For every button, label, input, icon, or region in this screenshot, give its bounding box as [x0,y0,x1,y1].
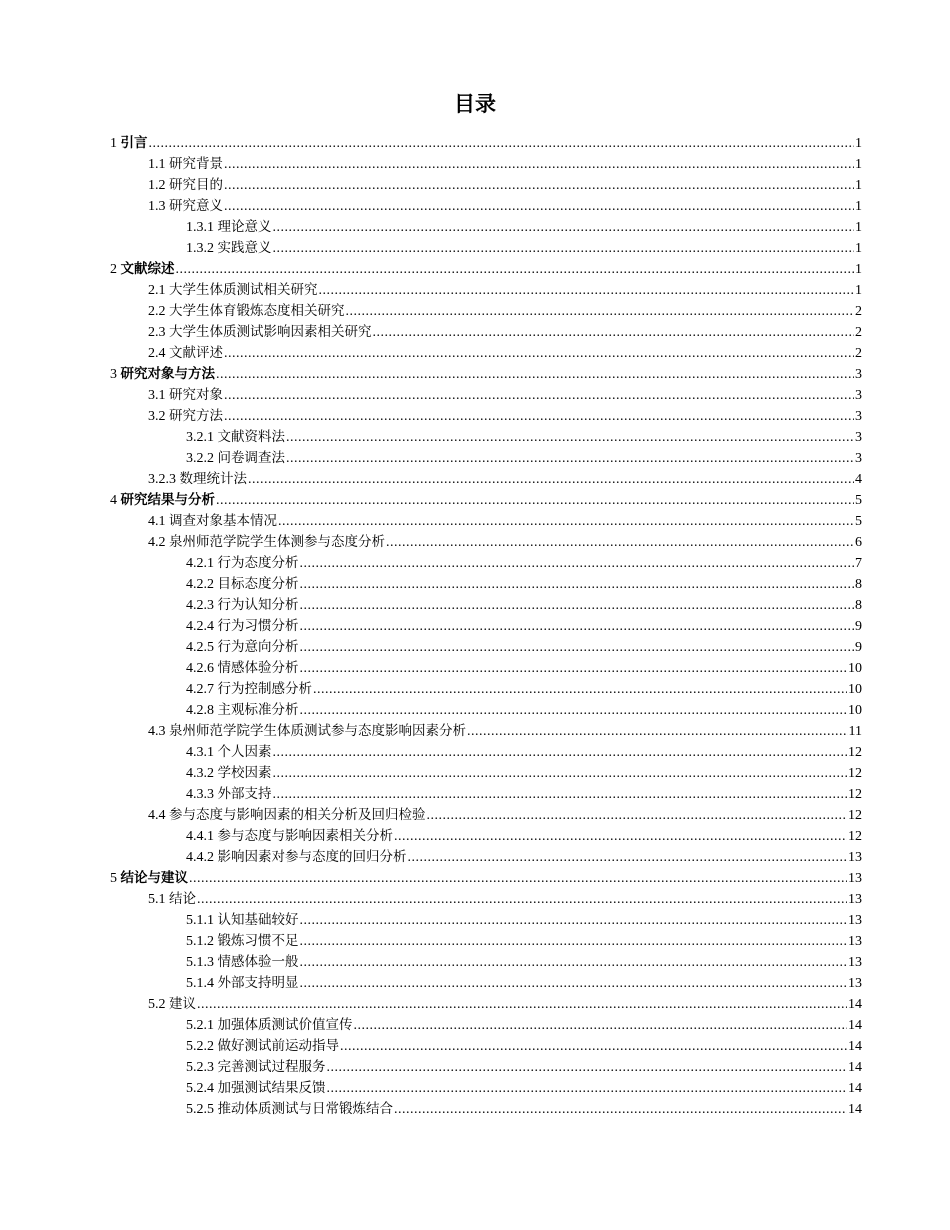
toc-entry-number: 4.3.1 [186,745,214,760]
toc-entry-page-number: 13 [848,850,862,865]
toc-entry-number: 2.2 [148,304,166,319]
toc-entry-page-number: 10 [848,703,862,718]
dot-leader [216,364,854,385]
dot-leader [394,1099,847,1120]
toc-entry[interactable] [0,1036,950,1057]
toc-entry-number: 5.1.2 [186,934,214,949]
toc-entry[interactable] [0,259,950,280]
dot-leader [386,532,854,553]
toc-entry-number: 5.2.3 [186,1060,214,1075]
toc-entry-page-number: 2 [855,304,862,319]
toc-entry-line [148,511,862,532]
toc-entry-page-number: 1 [855,157,862,172]
toc-entry-number: 5.2.5 [186,1102,214,1117]
toc-entry-title: 研究对象与方法 [120,366,215,382]
toc-entry[interactable] [0,931,950,952]
toc-entry-title: 个人因素 [217,744,272,760]
toc-entry-number: 1.3.1 [186,220,214,235]
toc-entry-number: 4.2.2 [186,577,214,592]
toc-entry-number: 4.3 [148,724,166,739]
toc-entry-number: 5.1.1 [186,913,214,928]
toc-entry[interactable] [0,511,950,532]
toc-entry[interactable] [0,1015,950,1036]
dot-leader [300,553,855,574]
dot-leader [224,406,854,427]
dot-leader [216,490,854,511]
toc-entry-page-number: 1 [855,136,862,151]
dot-leader [286,448,854,469]
dot-leader [327,1057,848,1078]
toc-entry-title: 文献综述 [120,261,175,277]
toc-entry-line [148,721,862,742]
toc-entry-title: 研究目的 [169,177,223,193]
dot-leader [300,973,848,994]
toc-entry[interactable] [0,175,950,196]
toc-entry-line [148,385,862,406]
toc-entry-page-number: 11 [848,724,862,739]
toc-entry-line [148,196,862,217]
toc-entry-line [186,1078,862,1099]
toc-entry-title: 问卷调查法 [217,450,285,466]
toc-entry-number: 4.4.2 [186,850,214,865]
toc-entry-line [148,154,862,175]
toc-entry[interactable] [0,616,950,637]
dot-leader [273,742,848,763]
toc-entry-line [110,133,862,154]
toc-entry-page-number: 9 [855,640,862,655]
toc-entry-number: 4.2.8 [186,703,214,718]
toc-entry-title: 外部支持 [217,786,272,802]
toc-entry[interactable] [0,490,950,511]
toc-entry-title: 调查对象基本情况 [169,513,277,529]
dot-leader [300,637,855,658]
toc-entry-title: 研究结果与分析 [120,492,215,508]
toc-entry-title: 行为认知分析 [217,597,299,613]
toc-entry[interactable] [0,322,950,343]
toc-entry[interactable] [0,154,950,175]
dot-leader [394,826,847,847]
toc-entry-number: 3 [110,367,117,382]
toc-entry-number: 3.2.2 [186,451,214,466]
toc-entry-number: 3.2.1 [186,430,214,445]
dot-leader [300,574,855,595]
dot-leader [278,511,854,532]
dot-leader [340,1036,847,1057]
dot-leader [189,868,847,889]
toc-entry[interactable] [0,763,950,784]
toc-entry[interactable] [0,595,950,616]
toc-entry[interactable] [0,1078,950,1099]
toc-entry[interactable] [0,301,950,322]
toc-entry-line [186,784,862,805]
toc-entry-title: 大学生体育锻炼态度相关研究 [169,303,345,319]
toc-entry-page-number: 14 [848,1039,862,1054]
toc-entry-page-number: 13 [848,871,862,886]
toc-entry-number: 4.4 [148,808,166,823]
toc-entry-title: 做好测试前运动指导 [217,1038,339,1054]
toc-entry[interactable] [0,280,950,301]
toc-entry-page-number: 3 [855,430,862,445]
toc-entry-number: 4 [110,493,117,508]
toc-entry-page-number: 1 [855,241,862,256]
toc-entry-number: 5.2.2 [186,1039,214,1054]
toc-entry-line [186,931,862,952]
dot-leader [427,805,848,826]
toc-entry-line [186,826,862,847]
toc-entry-line [148,805,862,826]
toc-entry-title: 加强测试结果反馈 [217,1080,326,1096]
toc-entry-title: 建议 [169,996,196,1012]
toc-entry-page-number: 13 [848,955,862,970]
toc-entry[interactable] [0,805,950,826]
toc-entry-page-number: 10 [848,682,862,697]
dot-leader [313,679,847,700]
toc-entry[interactable] [0,196,950,217]
toc-entry-line [186,427,862,448]
toc-entry[interactable] [0,133,950,154]
toc-entry-title: 文献资料法 [217,429,285,445]
toc-entry[interactable] [0,364,950,385]
toc-entry[interactable] [0,742,950,763]
dot-leader [286,427,854,448]
toc-entry-number: 1.3.2 [186,241,214,256]
toc-entry-page-number: 12 [848,829,862,844]
toc-entry-number: 4.4.1 [186,829,214,844]
toc-entry[interactable] [0,889,950,910]
dot-leader [224,175,854,196]
toc-entry-page-number: 3 [855,388,862,403]
dot-leader [354,1015,848,1036]
toc-entry-title: 实践意义 [217,240,272,256]
toc-entry-number: 2.3 [148,325,166,340]
toc-entry-page-number: 5 [855,493,862,508]
toc-entry-title: 泉州师范学院学生体质测试参与态度影响因素分析 [169,723,466,739]
toc-entry[interactable] [0,847,950,868]
toc-entry-title: 研究对象 [169,387,223,403]
toc-entry-number: 4.2.1 [186,556,214,571]
toc-entry-page-number: 1 [855,178,862,193]
toc-entry-line [186,637,862,658]
toc-entry[interactable] [0,910,950,931]
toc-entry[interactable] [0,637,950,658]
toc-entry-line [186,448,862,469]
toc-entry-page-number: 1 [855,283,862,298]
toc-entry-line [148,301,862,322]
toc-entry-page-number: 1 [855,262,862,277]
toc-entry-number: 5.2.1 [186,1018,214,1033]
toc-entry-number: 4.2.3 [186,598,214,613]
toc-entry-page-number: 14 [848,1060,862,1075]
toc-entry-line [186,574,862,595]
toc-entry[interactable] [0,1099,950,1120]
toc-entry[interactable] [0,448,950,469]
toc-entry-number: 1.3 [148,199,166,214]
toc-entry-number: 5 [110,871,117,886]
toc-entry-line [110,868,862,889]
toc-entry[interactable] [0,700,950,721]
toc-entry-line [186,658,862,679]
toc-entry-title: 主观标准分析 [217,702,299,718]
dot-leader [248,469,854,490]
toc-entry-line [148,406,862,427]
dot-leader [300,931,848,952]
toc-entry-page-number: 13 [848,934,862,949]
toc-entry-line [186,910,862,931]
toc-entry-title: 研究方法 [169,408,223,424]
dot-leader [224,154,854,175]
toc-entry[interactable] [0,994,950,1015]
toc-entry-title: 目标态度分析 [217,576,299,592]
toc-entry-title: 情感体验分析 [217,660,299,676]
dot-leader [149,133,855,154]
dot-leader [300,616,855,637]
toc-entry-page-number: 13 [848,976,862,991]
dot-leader [346,301,855,322]
toc-entry-title: 参与态度与影响因素的相关分析及回归检验 [169,807,426,823]
toc-entry[interactable] [0,868,950,889]
toc-entry-line [148,889,862,910]
toc-entry-number: 4.2.7 [186,682,214,697]
toc-entry-number: 5.1.4 [186,976,214,991]
toc-entry-page-number: 5 [855,514,862,529]
toc-entry-number: 2.4 [148,346,166,361]
toc-entry-number: 3.2 [148,409,166,424]
toc-entry-page-number: 7 [855,556,862,571]
toc-entry-title: 参与态度与影响因素相关分析 [217,828,393,844]
toc-entry-title: 学校因素 [217,765,272,781]
dot-leader [224,385,854,406]
toc-entry-line [186,1057,862,1078]
toc-entry-number: 5.1.3 [186,955,214,970]
toc-entry-line [186,217,862,238]
toc-entry-number: 4.3.3 [186,787,214,802]
dot-leader [273,217,855,238]
toc-entry[interactable] [0,553,950,574]
dot-leader [300,595,855,616]
toc-entry-title: 锻炼习惯不足 [217,933,299,949]
toc-entry-line [110,364,862,385]
toc-entry-title: 泉州师范学院学生体测参与态度分析 [169,534,385,550]
dot-leader [176,259,855,280]
toc-entry-page-number: 2 [855,346,862,361]
toc-entry-line [110,490,862,511]
toc-entry-page-number: 3 [855,367,862,382]
toc-entry-line [186,700,862,721]
toc-entry[interactable] [0,217,950,238]
toc-entry-number: 4.3.2 [186,766,214,781]
toc-entry-line [186,553,862,574]
toc-entry-title: 研究背景 [169,156,223,172]
toc-entry-number: 4.1 [148,514,166,529]
toc-entry-line [110,259,862,280]
toc-entry-title: 情感体验一般 [217,954,299,970]
toc-entry-title: 完善测试过程服务 [217,1059,326,1075]
toc-entry[interactable] [0,721,950,742]
dot-leader [197,889,847,910]
toc-entry-number: 1 [110,136,117,151]
dot-leader [224,196,854,217]
toc-entry-line [148,175,862,196]
toc-entry[interactable] [0,469,950,490]
toc-entry-line [186,1015,862,1036]
dot-leader [300,700,848,721]
toc-entry-page-number: 14 [848,1081,862,1096]
toc-entry-number: 4.2.6 [186,661,214,676]
toc-entry-number: 2 [110,262,117,277]
toc-entry-page-number: 12 [848,745,862,760]
toc-entry-title: 结论与建议 [120,870,188,886]
toc-entry[interactable] [0,784,950,805]
dot-leader [327,1078,848,1099]
toc-entry-line [148,994,862,1015]
toc-entry-line [148,532,862,553]
toc-entry-line [148,469,862,490]
toc-entry[interactable] [0,406,950,427]
toc-entry-line [186,595,862,616]
toc-entry-number: 3.1 [148,388,166,403]
toc-entry-line [186,763,862,784]
toc-entry-line [186,616,862,637]
toc-entry-page-number: 1 [855,220,862,235]
toc-entry-page-number: 12 [848,808,862,823]
toc-entry-line [148,322,862,343]
toc-entry-page-number: 13 [848,913,862,928]
toc-entry[interactable] [0,952,950,973]
toc-entry[interactable] [0,532,950,553]
toc-entry-title: 引言 [120,135,148,151]
toc-entry-page-number: 8 [855,577,862,592]
dot-leader [300,952,848,973]
toc-entry-title: 研究意义 [169,198,223,214]
toc-entry[interactable] [0,973,950,994]
toc-entry-title: 认知基础较好 [217,912,299,928]
toc-entry-number: 5.1 [148,892,166,907]
toc-entry-page-number: 6 [855,535,862,550]
toc-entry-title: 理论意义 [217,219,272,235]
toc-entry-title: 行为态度分析 [217,555,299,571]
toc-entry-line [186,1036,862,1057]
toc-entry-number: 3.2.3 [148,472,176,487]
toc-entry-page-number: 2 [855,325,862,340]
toc-entry-title: 大学生体质测试相关研究 [169,282,318,298]
dot-leader [467,721,848,742]
toc-entry[interactable] [0,826,950,847]
toc-entry-page-number: 3 [855,451,862,466]
toc-entry-title: 数理统计法 [179,471,247,487]
toc-entry-page-number: 4 [855,472,862,487]
toc-entry-number: 4.2.4 [186,619,214,634]
toc-entry-title: 行为控制感分析 [217,681,312,697]
toc-entry-number: 2.1 [148,283,166,298]
toc-entry[interactable] [0,1057,950,1078]
toc-entry-line [186,742,862,763]
dot-leader [300,658,848,679]
toc-entry[interactable] [0,427,950,448]
toc-entry-line [186,973,862,994]
toc-entry-title: 影响因素对参与态度的回归分析 [217,849,407,865]
toc-entry-title: 行为意向分析 [217,639,299,655]
toc-entry-page-number: 14 [848,1018,862,1033]
toc-entry-title: 文献评述 [169,345,223,361]
toc-entry[interactable] [0,238,950,259]
toc-entry-number: 4.2 [148,535,166,550]
dot-leader [300,910,848,931]
toc-entry[interactable] [0,343,950,364]
toc-entry-title: 大学生体质测试影响因素相关研究 [169,324,372,340]
toc-entry-page-number: 3 [855,409,862,424]
toc-entry-page-number: 8 [855,598,862,613]
dot-leader [224,343,854,364]
toc-entry-line [148,343,862,364]
toc-entry-page-number: 12 [848,787,862,802]
toc-entry-page-number: 14 [848,1102,862,1117]
toc-entry-title: 行为习惯分析 [217,618,299,634]
toc-entry-page-number: 13 [848,892,862,907]
toc-entry-page-number: 12 [848,766,862,781]
toc-entry-page-number: 9 [855,619,862,634]
toc-entry-page-number: 10 [848,661,862,676]
toc-entry-number: 1.2 [148,178,166,193]
dot-leader [373,322,855,343]
toc-entry-line [186,847,862,868]
toc-entry-line [148,280,862,301]
dot-leader [273,784,848,805]
dot-leader [273,763,848,784]
toc-entry[interactable] [0,679,950,700]
dot-leader [319,280,855,301]
toc-entry-line [186,952,862,973]
toc-entry-title: 推动体质测试与日常锻炼结合 [217,1101,393,1117]
table-of-contents [0,133,950,1120]
toc-title: 目录 [454,92,496,116]
toc-entry-title: 结论 [169,891,196,907]
toc-entry[interactable] [0,385,950,406]
toc-entry-number: 5.2.4 [186,1081,214,1096]
toc-entry-title: 加强体质测试价值宣传 [217,1017,353,1033]
toc-entry-number: 5.2 [148,997,166,1012]
toc-entry-title: 外部支持明显 [217,975,299,991]
dot-leader [197,994,847,1015]
dot-leader [408,847,848,868]
toc-entry[interactable] [0,658,950,679]
toc-entry[interactable] [0,574,950,595]
toc-entry-number: 4.2.5 [186,640,214,655]
dot-leader [273,238,855,259]
toc-entry-page-number: 14 [848,997,862,1012]
toc-entry-line [186,238,862,259]
toc-entry-line [186,1099,862,1120]
toc-entry-number: 1.1 [148,157,166,172]
toc-entry-page-number: 1 [855,199,862,214]
toc-entry-line [186,679,862,700]
